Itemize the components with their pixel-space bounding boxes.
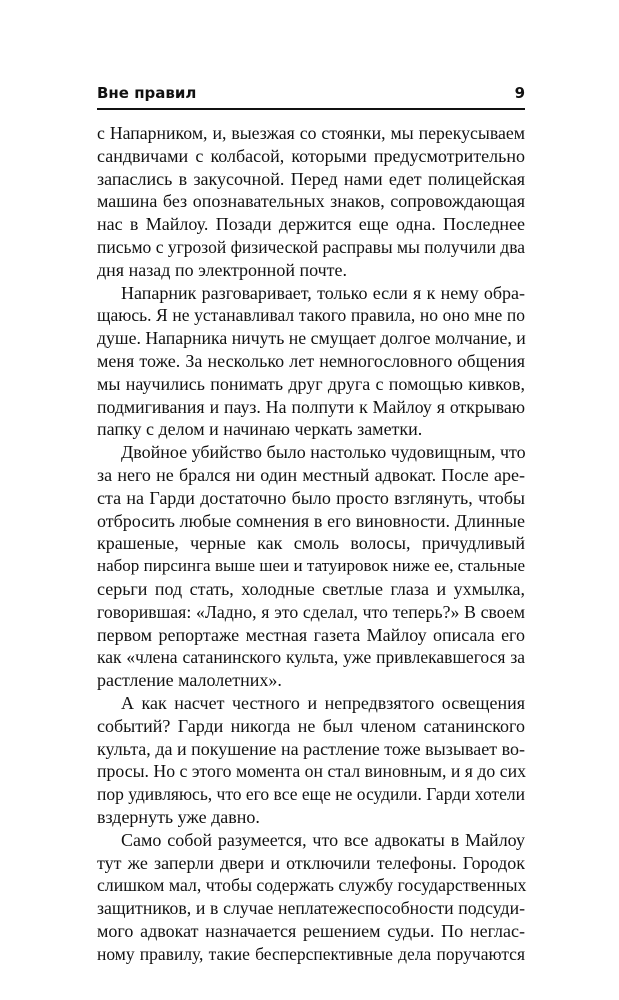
paragraph <box>97 829 525 966</box>
text-line: защитников, и в случае неплатежеспособности подсуди- <box>97 898 525 919</box>
text-line: первом репортаже местная газета Майлоу описала его <box>97 624 525 645</box>
text-line: как «члена сатанинского культа, уже привлекавшегося за <box>97 647 525 668</box>
text-line: подмигивания и пауз. На полпути к Майлоу я открываю <box>97 396 525 417</box>
text-line: А как насчет честного и непредвзятого освещения <box>121 692 525 713</box>
text-line: слишком мал, чтобы содержать службу государственных <box>97 875 527 896</box>
paragraph <box>97 692 525 829</box>
text-line: мого адвокат назначается решением судьи. По неглас- <box>97 920 525 941</box>
text-line: щаюсь. Я не устанавливал такого правила, но оно мне по <box>97 305 525 326</box>
text-line: набор пирсинга выше шеи и татуировок ниже ее, стальные <box>97 556 525 576</box>
text-line: мы научились понимать друг друга с помощью кивков, <box>97 373 525 394</box>
text-line: папку с делом и начинаю черкать заметки. <box>97 419 423 440</box>
running-title: Вне правил <box>97 84 197 102</box>
text-line: ному правилу, такие бесперспективные дела поручаются <box>97 943 525 964</box>
text-line: тут же заперли двери и отключили телефоны. Городок <box>97 852 525 873</box>
page-number: 9 <box>514 84 525 102</box>
header-rule <box>97 108 525 110</box>
text-line: вздернуть уже давно. <box>97 806 260 827</box>
text-line: нас в Майлоу. Позади держится еще одна. Последнее <box>97 214 525 235</box>
text-line: машина без опознавательных знаков, сопровождающая <box>97 191 525 212</box>
body-text <box>97 122 525 965</box>
text-line: просы. Но с этого момента он стал виновным, и я до сих <box>97 761 526 782</box>
text-line: сандвичами с колбасой, которыми предусмотрительно <box>97 145 525 166</box>
paragraph <box>97 122 525 282</box>
text-line: Двойное убийство было настолько чудовищным, что <box>121 442 526 463</box>
text-line: событий? Гарди никогда не был членом сатанинского <box>97 715 525 736</box>
text-line: пор удивляюсь, что его все еще не осудили. Гарди хотели <box>97 784 525 805</box>
text-line: ста на Гарди достаточно было просто взглянуть, чтобы <box>97 487 525 508</box>
running-header <box>97 84 525 110</box>
paragraph <box>97 441 525 692</box>
text-line: меня тоже. За несколько лет немногословного общения <box>97 350 525 371</box>
paragraph <box>97 282 525 442</box>
text-line: Напарник разговаривает, только если я к нему обра- <box>121 282 525 303</box>
text-line: говорившая: «Ладно, я это сделал, что теперь?» В своем <box>97 601 525 622</box>
text-line: крашеные, черные как смоль волосы, причудливый <box>97 533 525 554</box>
text-line: культа, да и покушение на растление тоже вызывает во- <box>97 738 525 759</box>
text-line: серьги под стать, холодные светлые глаза и ухмылка, <box>97 578 525 599</box>
text-line: Само собой разумеется, что все адвокаты в Майлоу <box>121 829 525 850</box>
text-line: дня назад по электронной почте. <box>97 259 348 280</box>
text-line: с Напарником, и, выезжая со стоянки, мы перекусываем <box>97 123 525 143</box>
text-line: отбросить любые сомнения в его виновности. Длинные <box>97 510 525 531</box>
text-line: душе. Напарника ничуть не смущает долгое молчание, и <box>97 328 526 349</box>
text-line: растление малолетних». <box>97 670 282 691</box>
text-line: запаслись в закусочной. Перед нами едет полицейская <box>97 168 525 189</box>
text-line: за него не брался ни один местный адвокат. После аре- <box>97 464 525 485</box>
text-line: письмо с угрозой физической расправы мы получили два <box>97 236 525 257</box>
